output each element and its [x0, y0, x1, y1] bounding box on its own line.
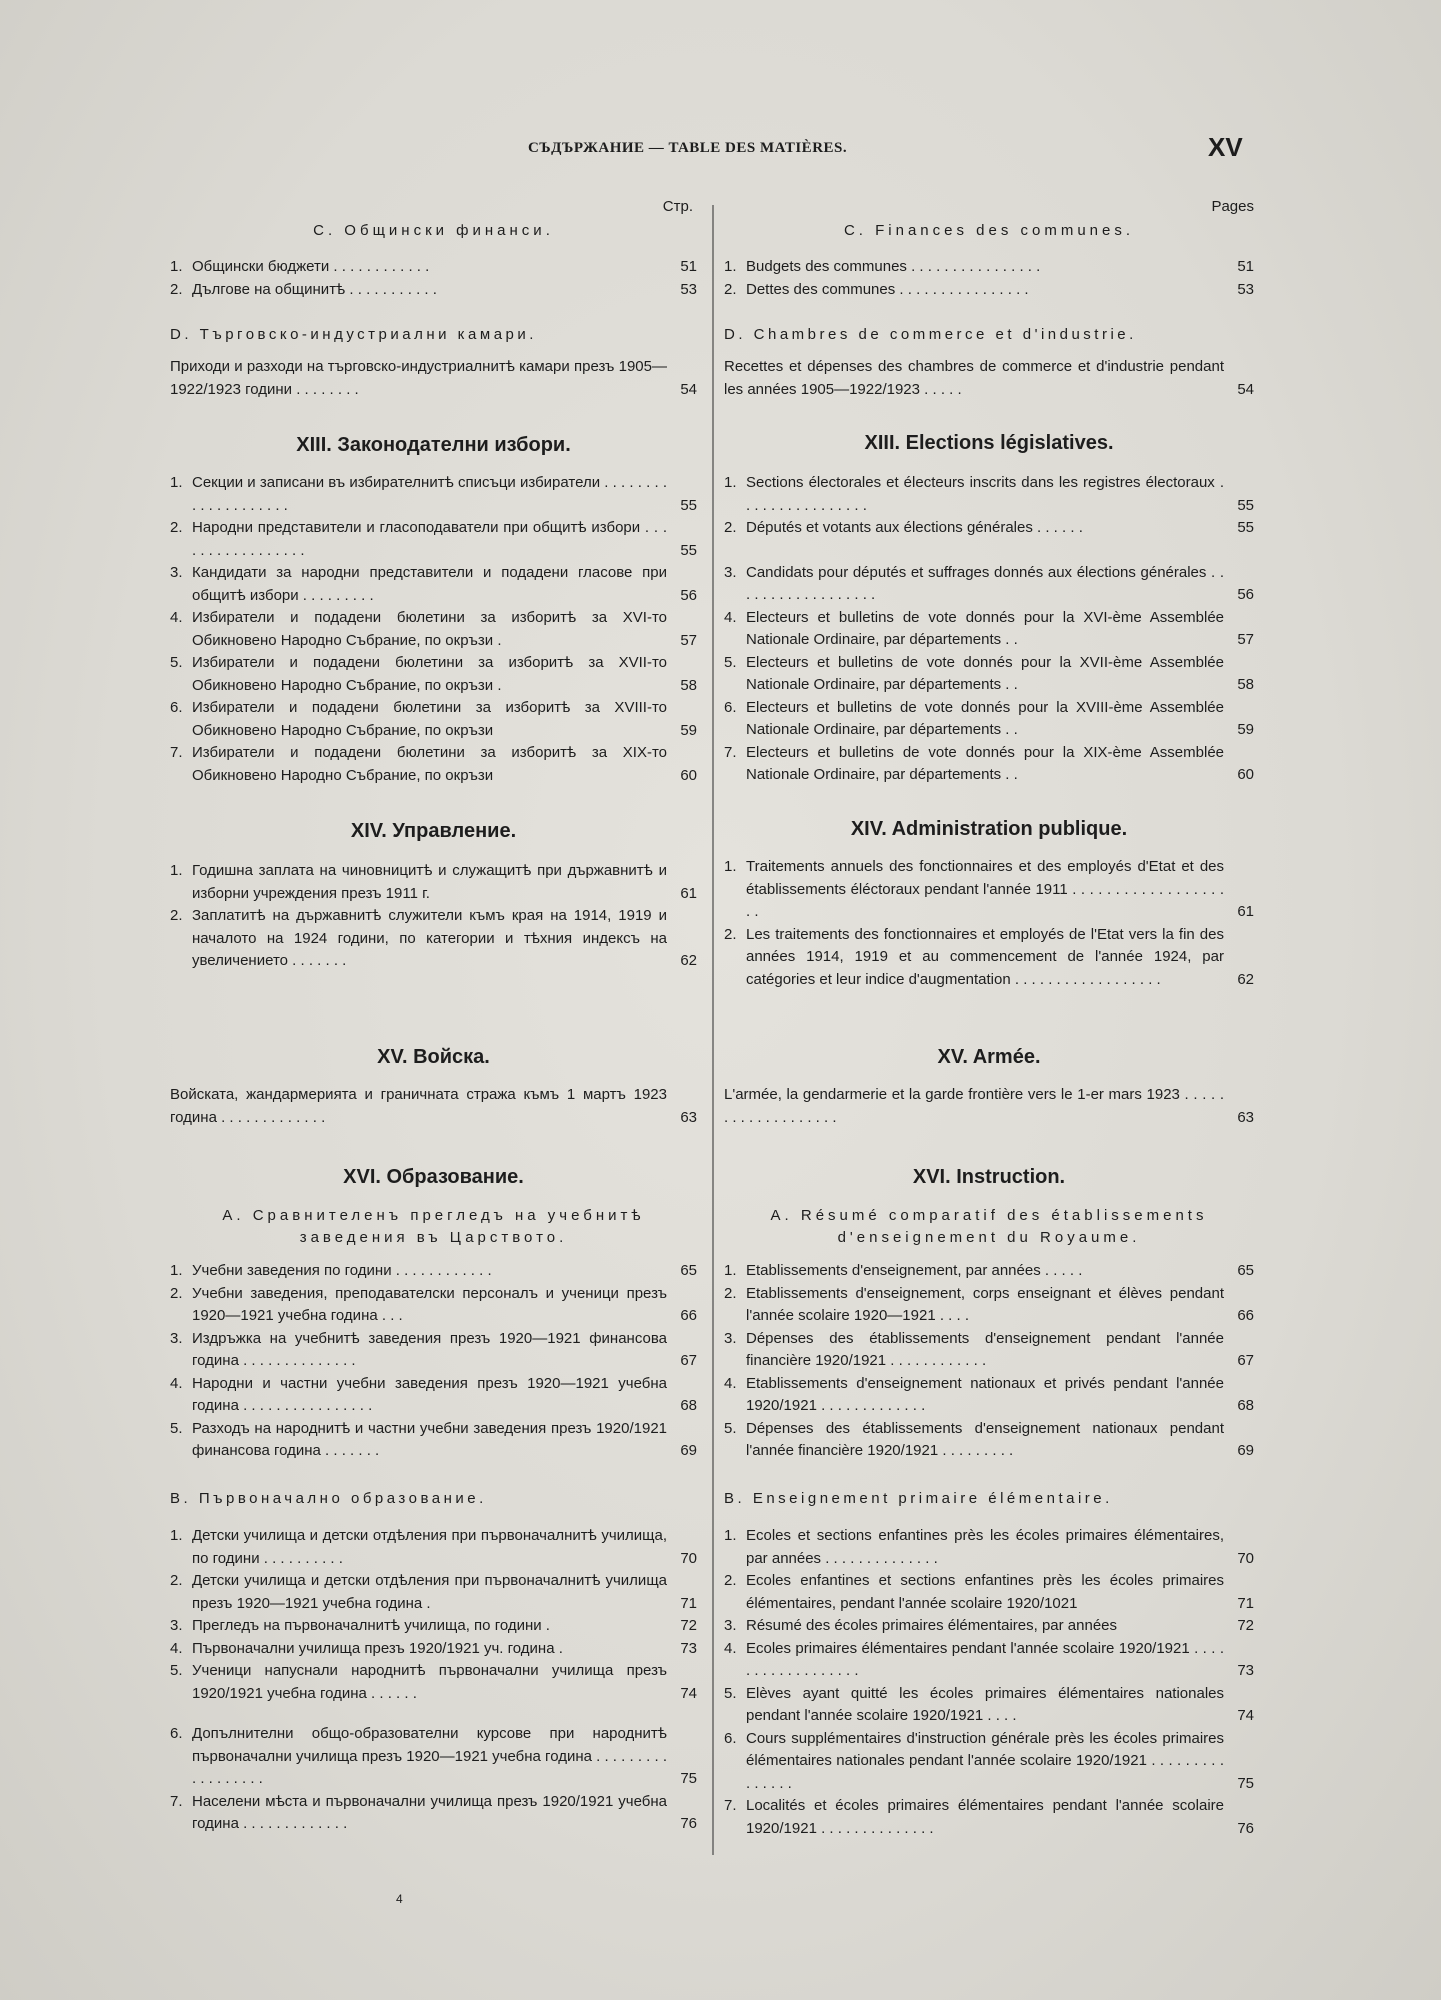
entry-title: Войската, жандармерията и граничната стража къмъ 1 мартъ 1923 година . . . . . . . . . . . . .: [170, 1086, 667, 1126]
entry-number: 5.: [724, 1419, 737, 1437]
section-xv-list: [170, 1084, 697, 1129]
toc-entry: [170, 1638, 697, 1661]
toc-entry: [170, 860, 697, 905]
entry-title: Traitements annuels des fonctionnaires et des employés d'Etat et des établissements éléctoraux pendant l'année 1911 . . . . . . . . . . . . . . . . . . . .: [746, 858, 1224, 920]
toc-entry: [724, 562, 1254, 607]
entry-title: Разходъ на народнитѣ и частни учебни заведения презъ 1920/1921 финансова година . . . . . . .: [192, 1419, 667, 1459]
toc-entry: [170, 1418, 697, 1463]
entry-number: 1.: [724, 1262, 737, 1279]
entry-title: Народни и частни учебни заведения презъ 1920—1921 учебна година . . . . . . . . . . . . . . . .: [192, 1374, 667, 1414]
toc-entry: [170, 279, 697, 302]
entry-title: Детски училища и детски отдѣления при първоначалнитѣ училища, по години . . . . . . . . . .: [192, 1527, 667, 1567]
toc-entry: [170, 562, 697, 607]
toc-entry: [724, 256, 1254, 279]
entry-title: Издръжка на учебнитѣ заведения презъ 1920—1921 финансова година . . . . . . . . . . . . . .: [192, 1329, 667, 1369]
toc-entry: [724, 607, 1254, 652]
entry-number: 1.: [170, 258, 183, 275]
entry-title: Elèves ayant quitté les écoles primaires élémentaires nationales pendant l'année scolaire 1920/1921 . . . .: [746, 1684, 1224, 1724]
entry-number: 1.: [170, 1527, 183, 1544]
entry-title: Etablissements d'enseignement, corps enseignant et élèves pendant l'année scolaire 1920—1921 . . . .: [746, 1284, 1224, 1324]
toc-entry: [724, 1525, 1254, 1570]
toc-entry: [170, 905, 697, 973]
entry-title: Dépenses des établissements d'enseignement pendant l'année financière 1920/1921 . . . . . . . . . . . .: [746, 1329, 1224, 1369]
toc-entry: [170, 356, 697, 401]
entry-title: Първоначални училища презъ 1920/1921 уч. година .: [192, 1639, 563, 1657]
toc-entry: [170, 256, 697, 279]
entry-title: Recettes et dépenses des chambres de commerce et d'industrie pendant les années 1905—1922/1923 . . . . .: [724, 358, 1224, 398]
entry-page: 57: [680, 631, 697, 649]
column-divider: [712, 205, 714, 1855]
entry-title: Учебни заведения по години . . . . . . . . . . . .: [192, 1262, 492, 1279]
running-title: СЪДЪРЖАНИЕ — TABLE DES MATIÈRES.: [528, 140, 848, 156]
section-d-list: [724, 356, 1254, 401]
entry-page: 55: [1237, 519, 1254, 536]
entry-page: 74: [680, 1684, 697, 1702]
section-xiii-heading: XIII. Elections législatives.: [864, 432, 1114, 454]
entry-page: 57: [1237, 631, 1254, 648]
entry-page: 71: [1237, 1594, 1254, 1612]
entry-page: 69: [1237, 1442, 1254, 1459]
entry-title: Приходи и разходи на търговско-индустриалнитѣ камари презъ 1905—1922/1923 години . . . . . . . .: [170, 358, 667, 398]
toc-entry: [724, 356, 1254, 401]
entry-number: 1.: [724, 1527, 737, 1544]
entry-number: 5.: [170, 1662, 183, 1679]
entry-page: 61: [680, 884, 697, 902]
entry-number: 6.: [724, 698, 737, 716]
entry-number: 2.: [170, 1284, 183, 1302]
entry-title: Cours supplémentaires d'instruction générale près les écoles primaires élémentaires nationales pendant l'année scolaire 1920/1921 . . . . . . . . . . . . . . .: [746, 1729, 1224, 1792]
entry-number: 7.: [724, 743, 737, 761]
toc-entry: [724, 924, 1254, 992]
entry-title: Budgets des communes . . . . . . . . . . . . . . . .: [746, 258, 1041, 275]
entry-page: 62: [680, 952, 697, 969]
toc-entry: [724, 1615, 1254, 1638]
entry-number: 2.: [170, 280, 183, 298]
section-xvi-heading: XVI. Instruction.: [912, 1166, 1066, 1188]
entry-page: 58: [1237, 676, 1254, 693]
entry-title: Electeurs et bulletins de vote donnés pour la XVI-ème Assemblée Nationale Ordinaire, par départements . .: [746, 608, 1224, 648]
toc-entry: [724, 1283, 1254, 1328]
entry-title: Résumé des écoles primaires élémentaires, par années: [746, 1617, 1118, 1634]
entry-number: 1.: [170, 862, 183, 879]
toc-entry: [170, 1660, 697, 1705]
entry-page: 60: [680, 766, 697, 784]
entry-title: Прегледъ на първоначалнитѣ училища, по години .: [192, 1617, 550, 1634]
entry-page: 56: [680, 586, 697, 604]
toc-entry: [724, 1638, 1254, 1683]
entry-title: Народни представители и гласоподаватели при общитѣ избори . . . . . . . . . . . . . . . . .: [192, 519, 667, 559]
toc-entry: [724, 279, 1254, 302]
entry-page: 56: [1237, 586, 1254, 603]
entry-page: 69: [680, 1442, 697, 1459]
toc-entry: [724, 1795, 1254, 1840]
entry-number: 1.: [170, 1262, 183, 1279]
entry-page: 70: [1237, 1549, 1254, 1567]
entry-title: Ecoles et sections enfantines près les écoles primaires élémentaires, par années . . . . . . . . . . . . . .: [746, 1527, 1224, 1567]
entry-title: Etablissements d'enseignement nationaux et privés pendant l'année 1920/1921 . . . . . . . . . . . . .: [746, 1374, 1224, 1414]
toc-entry: [170, 1084, 697, 1129]
section-a-list: [170, 1260, 697, 1463]
entry-title: Избиратели и подадени бюлетини за изборитѣ за XIX-то Обикновено Народно Събрание, по окръзи: [192, 744, 667, 784]
entry-title: Учебни заведения, преподавателски персоналъ и ученици презъ 1920—1921 учебна година . . .: [192, 1284, 667, 1324]
toc-entry: [170, 742, 697, 787]
entry-title: Годишна заплата на чиновницитѣ и служащитѣ при държавнитѣ и изборни учреждения презъ 1911 г.: [192, 862, 667, 902]
entry-page: 55: [680, 541, 697, 559]
section-xvi-heading: XVI. Образование.: [343, 1166, 524, 1188]
entry-page: 61: [1237, 903, 1254, 920]
toc-entry: [170, 1791, 697, 1836]
entry-page: 72: [1237, 1617, 1254, 1634]
section-b-heading: B. Първоначално образование.: [170, 1490, 487, 1507]
entry-title: Ecoles enfantines et sections enfantines près les écoles primaires élémentaires, pendant l'année scolaire 1920/1021: [746, 1572, 1224, 1612]
entry-number: 5.: [170, 654, 183, 671]
entry-number: 3.: [170, 1329, 183, 1347]
section-b-list: [724, 1525, 1254, 1840]
entry-title: Electeurs et bulletins de vote donnés pour la XVIII-ème Assemblée Nationale Ordinaire, par départements . .: [746, 698, 1224, 738]
entry-page: 60: [1237, 766, 1254, 783]
section-d-list: [170, 356, 697, 401]
entry-page: 62: [1237, 970, 1254, 988]
entry-number: 6.: [170, 699, 183, 716]
entry-number: 1.: [724, 474, 737, 491]
entry-page: 71: [680, 1594, 697, 1612]
entry-title: Допълнителни общо-образователни курсове при народнитѣ първоначални училища презъ 1920—1921 учебна година . . . . . . . . . . . . . . . . . .: [192, 1725, 667, 1787]
entry-page: 67: [1237, 1352, 1254, 1369]
entry-title: Детски училища и детски отдѣления при първоначалнитѣ училища презъ 1920—1921 учебна година .: [192, 1572, 667, 1612]
toc-entry: [724, 1570, 1254, 1615]
toc-entry: [170, 1283, 697, 1328]
entry-title: Заплатитѣ на държавнитѣ служители къмъ края на 1914, 1919 и началото на 1924 години, по категории и тѣхния индексъ на увеличението . . . . . . .: [192, 907, 667, 969]
toc-entry: [724, 517, 1254, 540]
entry-page: 63: [680, 1108, 697, 1126]
entry-page: 54: [1237, 380, 1254, 398]
entry-page: 54: [680, 380, 697, 398]
section-c-heading: C. Общински финанси.: [313, 222, 554, 239]
section-d-heading: D. Търговско-индустриални камари.: [170, 326, 537, 343]
toc-entry: [170, 652, 697, 697]
entry-title: Les traitements des fonctionnaires et employés de l'Etat vers la fin des années 1914, 1919 et au commencement de l'année 1924, par catégories et leur indice d'augmentation . . . . . . . . . . . . . . . . . .: [746, 925, 1224, 988]
entry-number: 5.: [170, 1419, 183, 1437]
entry-title: Общински бюджети . . . . . . . . . . . .: [192, 258, 430, 275]
entry-title: Dettes des communes . . . . . . . . . . . . . . . .: [746, 280, 1029, 298]
toc-entry: [724, 697, 1254, 742]
entry-title: Населени мѣста и първоначални училища презъ 1920/1921 учебна година . . . . . . . . . . . . .: [192, 1792, 667, 1832]
toc-entry: [170, 607, 697, 652]
entry-number: 2.: [724, 1284, 737, 1302]
entry-number: 4.: [170, 1374, 183, 1392]
entry-title: Дългове на общинитѣ . . . . . . . . . . .: [192, 280, 437, 298]
toc-entry: [170, 1373, 697, 1418]
entry-title: Избиратели и подадени бюлетини за изборитѣ за XVIII-то Обикновено Народно Събрание, по окръзи: [192, 699, 667, 739]
entry-number: 4.: [724, 1639, 737, 1657]
section-xv-heading: XV. Войска.: [377, 1046, 490, 1068]
entry-title: Députés et votants aux élections générales . . . . . .: [746, 519, 1083, 536]
entry-page: 55: [680, 496, 697, 514]
entry-number: 7.: [170, 744, 183, 761]
entry-page: 55: [1237, 496, 1254, 514]
entry-page: 59: [680, 721, 697, 739]
page-column-label: Pages: [1211, 198, 1254, 215]
entry-page: 75: [680, 1770, 697, 1787]
section-c-heading: C. Finances des communes.: [843, 222, 1135, 239]
toc-entry: [170, 1525, 697, 1570]
entry-number: 3.: [724, 1617, 737, 1634]
entry-number: 1.: [724, 858, 737, 875]
entry-number: 4.: [170, 609, 183, 626]
entry-page: 72: [680, 1617, 697, 1634]
toc-entry: [170, 697, 697, 742]
footer-mark: 4: [396, 1892, 403, 1906]
section-xv-heading: XV. Armée.: [937, 1046, 1041, 1068]
toc-entry: [724, 1373, 1254, 1418]
toc-entry: [724, 1260, 1254, 1283]
toc-entry: [724, 472, 1254, 517]
entry-page: 74: [1237, 1707, 1254, 1724]
entry-page: 68: [1237, 1397, 1254, 1414]
entry-number: 7.: [170, 1792, 183, 1810]
entry-number: 3.: [724, 563, 737, 581]
page-number: XV: [1208, 132, 1243, 162]
entry-title: Ученици напуснали народнитѣ първоначални училища презъ 1920/1921 учебна година . . . . . .: [192, 1662, 667, 1702]
entry-number: 2.: [170, 907, 183, 924]
entry-page: 76: [1237, 1819, 1254, 1837]
entry-title: Секции и записани въ избирателнитѣ списъци избиратели . . . . . . . . . . . . . . . . . . . .: [192, 474, 667, 514]
entry-page: 59: [1237, 721, 1254, 738]
entry-number: 2.: [170, 519, 183, 536]
toc-entry: [724, 1418, 1254, 1463]
entry-number: 6.: [170, 1725, 183, 1742]
entry-page: 58: [680, 676, 697, 694]
toc-entry: [170, 472, 697, 517]
entry-page: 65: [1237, 1262, 1254, 1279]
entry-title: L'armée, la gendarmerie et la garde frontière vers le 1-er mars 1923 . . . . . . . . . . . . . . . . . . .: [724, 1086, 1224, 1126]
page-column-label: Стр.: [662, 198, 693, 215]
entry-number: 4.: [724, 1374, 737, 1392]
entry-title: Electeurs et bulletins de vote donnés pour la XIX-ème Assemblée Nationale Ordinaire, par départements . .: [746, 743, 1224, 783]
entry-page: 51: [1237, 258, 1254, 275]
entry-title: Избиратели и подадени бюлетини за изборитѣ за XVI-то Обикновено Народно Събрание, по окръзи .: [192, 609, 667, 649]
section-b-heading: B. Enseignement primaire élémentaire.: [724, 1490, 1113, 1507]
section-xiii-heading: XIII. Законодателни избори.: [296, 434, 571, 456]
entry-title: Sections électorales et électeurs inscrits dans les registres électoraux . . . . . . . . . . . . . . . .: [746, 474, 1224, 514]
entry-page: 67: [680, 1352, 697, 1369]
section-xiv-heading: XIV. Administration publique.: [850, 818, 1128, 840]
entry-page: 70: [680, 1549, 697, 1567]
page-header: [0, 132, 1441, 172]
toc-entry: [724, 1728, 1254, 1796]
entry-number: 2.: [724, 519, 737, 536]
entry-number: 2.: [724, 1572, 737, 1589]
section-xv-list: [724, 1084, 1254, 1129]
entry-page: 63: [1237, 1108, 1254, 1126]
entry-title: Localités et écoles primaires élémentaires pendant l'année scolaire 1920/1921 . . . . . . . . . . . . . .: [746, 1797, 1224, 1837]
toc-entry: [724, 1683, 1254, 1728]
entry-page: 73: [1237, 1662, 1254, 1679]
toc-entry: [170, 1570, 697, 1615]
entry-number: 1.: [724, 258, 737, 275]
entry-page: 68: [680, 1397, 697, 1414]
entry-number: 4.: [724, 608, 737, 626]
toc-entry: [170, 1328, 697, 1373]
section-a-list: [724, 1260, 1254, 1463]
entry-title: Electeurs et bulletins de vote donnés pour la XVII-ème Assemblée Nationale Ordinaire, par départements . .: [746, 653, 1224, 693]
section-c-list: [170, 256, 697, 301]
section-d-heading: D. Chambres de commerce et d'industrie.: [724, 326, 1137, 343]
entry-number: 2.: [724, 280, 737, 298]
section-xiii-list: [724, 472, 1254, 787]
toc-entry: [724, 856, 1254, 924]
section-xiv-heading: XIV. Управление.: [350, 820, 517, 842]
section-b-list: [170, 1525, 697, 1836]
toc-entry: [724, 652, 1254, 697]
toc-entry: [170, 517, 697, 562]
entry-page: 76: [680, 1815, 697, 1832]
entry-number: 6.: [724, 1729, 737, 1747]
entry-page: 66: [1237, 1307, 1254, 1324]
entry-page: 53: [680, 280, 697, 298]
toc-entry: [724, 1328, 1254, 1373]
section-a-heading: A. Сравнителенъ прегледъ на учебнитѣ заведения въ Царството.: [222, 1207, 645, 1246]
entry-number: 4.: [170, 1639, 183, 1657]
toc-entry: [724, 742, 1254, 787]
entry-number: 1.: [170, 474, 183, 491]
entry-page: 73: [680, 1639, 697, 1657]
entry-number: 3.: [170, 1617, 183, 1634]
entry-number: 7.: [724, 1797, 737, 1814]
entry-page: 53: [1237, 280, 1254, 298]
entry-number: 2.: [724, 925, 737, 943]
entry-page: 51: [680, 258, 697, 275]
entry-number: 3.: [724, 1329, 737, 1347]
entry-title: Избиратели и подадени бюлетини за изборитѣ за XVII-то Обикновено Народно Събрание, по окръзи .: [192, 654, 667, 694]
section-c-list: [724, 256, 1254, 301]
toc-entry: [170, 1723, 697, 1791]
section-xiv-list: [724, 856, 1254, 991]
toc-entry: [170, 1615, 697, 1638]
section-xiii-list: [170, 472, 697, 787]
entry-number: 5.: [724, 1684, 737, 1702]
entry-title: Dépenses des établissements d'enseignement nationaux pendant l'année financière 1920/1921 . . . . . . . . .: [746, 1419, 1224, 1459]
entry-page: 66: [680, 1307, 697, 1324]
entry-title: Ecoles primaires élémentaires pendant l'année scolaire 1920/1921 . . . . . . . . . . . . . . . . . .: [746, 1639, 1224, 1679]
entry-number: 2.: [170, 1572, 183, 1589]
section-a-heading: A. Résumé comparatif des établissements d'enseignement du Royaume.: [770, 1207, 1208, 1246]
entry-page: 75: [1237, 1774, 1254, 1792]
toc-entry: [724, 1084, 1254, 1129]
entry-number: 3.: [170, 564, 183, 581]
entry-title: Candidats pour députés et suffrages donnés aux élections générales . . . . . . . . . . . . . . . . . .: [746, 563, 1224, 603]
toc-entry: [170, 1260, 697, 1283]
entry-number: 5.: [724, 653, 737, 671]
section-xiv-list: [170, 860, 697, 973]
entry-title: Кандидати за народни представители и подадени гласове при общитѣ избори . . . . . . . . .: [192, 564, 667, 604]
entry-title: Etablissements d'enseignement, par années . . . . .: [746, 1262, 1083, 1279]
entry-page: 65: [680, 1262, 697, 1279]
